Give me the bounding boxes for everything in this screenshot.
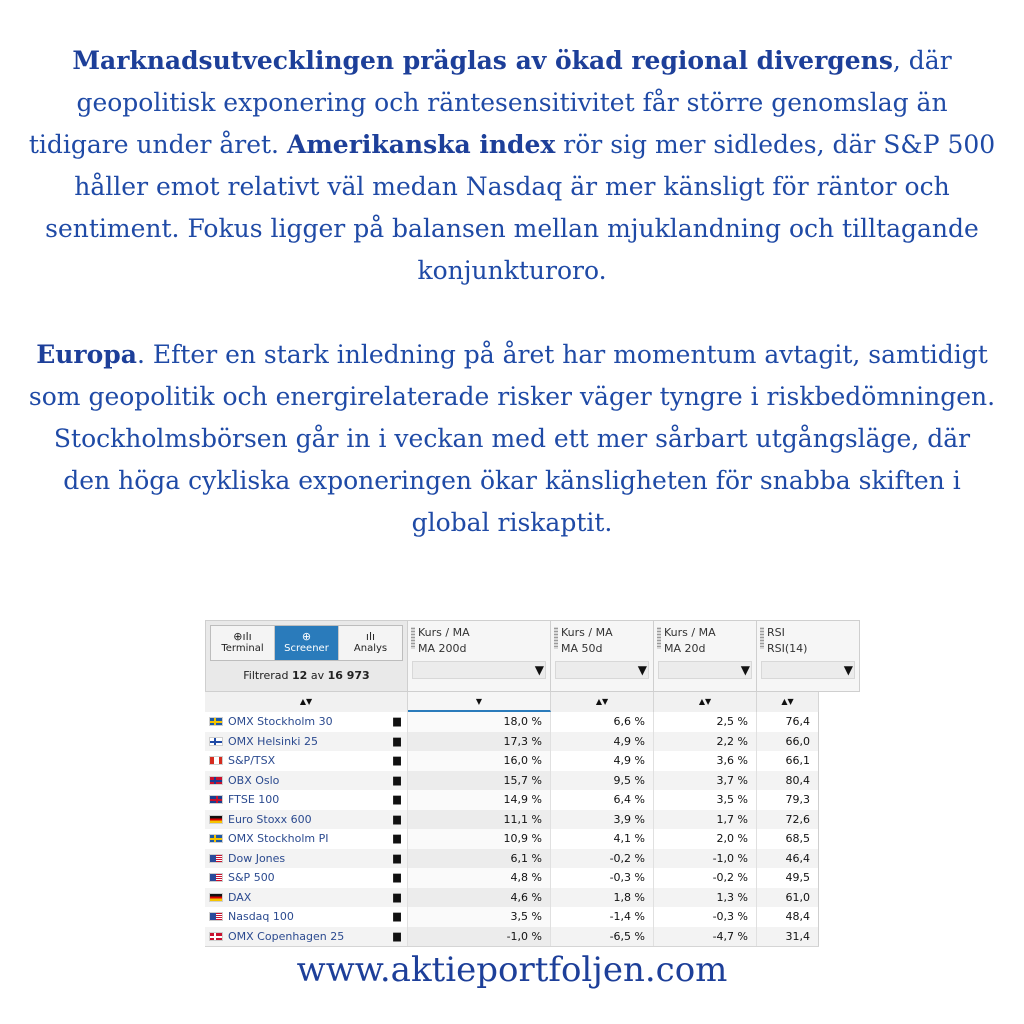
ma50-value: -6,5 %: [551, 927, 654, 947]
index-name[interactable]: S&P/TSX: [228, 754, 276, 767]
filter-total-value: 16 973: [327, 669, 370, 682]
column-filter-ma50[interactable]: [555, 661, 649, 679]
index-name[interactable]: OMX Copenhagen 25: [228, 929, 345, 943]
screener-header: [205, 620, 853, 692]
rsi-value: 68,5: [757, 829, 819, 849]
column-title-line1: Kurs / MA: [664, 626, 716, 639]
flag-icon: [209, 815, 223, 824]
column-title: [664, 625, 716, 657]
ma200-value: 10,9 %: [408, 829, 551, 849]
index-name[interactable]: DAX: [228, 890, 252, 904]
briefcase-icon[interactable]: ▆: [393, 911, 401, 922]
ma200-value: 16,0 %: [408, 751, 551, 771]
flag-icon: [209, 932, 223, 941]
briefcase-icon[interactable]: ▆: [393, 833, 401, 844]
index-name[interactable]: OBX Oslo: [228, 773, 280, 787]
globe-chart-icon: ⊕ılı: [233, 630, 252, 643]
tab-screener[interactable]: [275, 626, 339, 660]
paragraph-europe: [28, 334, 996, 544]
tab-label: Analys: [353, 643, 388, 654]
column-header-ma20[interactable]: [654, 620, 757, 692]
flag-icon: [209, 873, 223, 882]
ma50-value: 3,9 %: [551, 810, 654, 830]
index-name[interactable]: FTSE 100: [228, 793, 280, 806]
ma20-value: 2,0 %: [654, 829, 757, 849]
us-indices-bold: Amerikanska index: [286, 130, 556, 159]
index-name-cell[interactable]: [205, 732, 408, 752]
ma20-value: -4,7 %: [654, 927, 757, 947]
ma50-value: 4,9 %: [551, 732, 654, 752]
ma200-value: 17,3 %: [408, 732, 551, 752]
paragraph-markets: [28, 40, 996, 292]
column-title: [561, 625, 613, 657]
column-title-line1: Kurs / MA: [561, 626, 613, 639]
tab-label: Screener: [284, 643, 329, 654]
ma50-value: 4,1 %: [551, 829, 654, 849]
flag-icon: [209, 854, 223, 863]
table-row[interactable]: [205, 771, 819, 791]
sort-rsi-button[interactable]: ▲▼: [757, 692, 819, 712]
sort-ma50-button[interactable]: ▲▼: [551, 692, 654, 712]
briefcase-icon[interactable]: ▆: [393, 716, 401, 727]
ma50-value: 1,8 %: [551, 888, 654, 908]
index-name-cell[interactable]: [205, 829, 408, 849]
index-name-cell[interactable]: [205, 868, 408, 888]
sort-row: [205, 692, 819, 712]
column-header-ma200[interactable]: [408, 620, 551, 692]
screener-nav-panel: [205, 620, 408, 692]
table-row[interactable]: [205, 810, 819, 830]
ma20-value: 1,3 %: [654, 888, 757, 908]
index-name[interactable]: OMX Stockholm 30: [228, 715, 333, 728]
footer-url: www.aktieportfoljen.com: [296, 950, 728, 990]
ma50-value: 4,9 %: [551, 751, 654, 771]
drag-handle-icon[interactable]: [760, 627, 764, 649]
paragraph-text: rör sig mer sidledes, där S&P 500 håller emot relativt väl medan Nasdaq är mer känsligt för räntor och sentiment. Fokus ligger på balansen mellan mjuklandning och tilltagande konjunkturoro.: [45, 130, 996, 285]
flag-icon: [209, 795, 223, 804]
index-name[interactable]: Dow Jones: [228, 851, 286, 865]
index-name-cell[interactable]: [205, 849, 408, 869]
rsi-value: 49,5: [757, 868, 819, 888]
screener-table: [205, 620, 853, 951]
rsi-value: 46,4: [757, 849, 819, 869]
flag-icon: [209, 834, 223, 843]
ma20-value: -1,0 %: [654, 849, 757, 869]
sort-ma200-button[interactable]: ▼: [408, 692, 551, 712]
ma200-value: 4,8 %: [408, 868, 551, 888]
drag-handle-icon[interactable]: [657, 627, 661, 649]
table-row[interactable]: [205, 907, 819, 927]
flag-icon: [209, 776, 223, 785]
flag-icon: [209, 893, 223, 902]
paragraph-text: . Efter en stark inledning på året har momentum avtagit, samtidigt som geopolitik och energirelaterade risker väger tyngre i riskbedömningen. Stockholmsbörsen går in i veckan med ett mer sårbart utgångsläge, där den höga cykliska exponeringen ökar känsligheten för snabba skiften i global riskaptit.: [28, 340, 996, 537]
table-row[interactable]: [205, 712, 819, 732]
tab-analys[interactable]: [339, 626, 402, 660]
screener-rows: [205, 712, 819, 946]
rsi-value: 66,0: [757, 732, 819, 752]
ma20-value: 3,7 %: [654, 771, 757, 791]
tab-terminal[interactable]: [211, 626, 275, 660]
globe-icon: ⊕: [301, 630, 312, 643]
briefcase-icon[interactable]: ▆: [393, 813, 401, 825]
rsi-value: 79,3: [757, 790, 819, 810]
rsi-value: 66,1: [757, 751, 819, 771]
briefcase-icon[interactable]: ▆: [393, 872, 401, 883]
index-name-cell[interactable]: [205, 810, 408, 830]
ma50-value: -0,3 %: [551, 868, 654, 888]
column-title-line1: RSI: [767, 626, 785, 639]
rsi-value: 76,4: [757, 712, 819, 732]
ma50-value: 6,4 %: [551, 790, 654, 810]
ma50-value: -1,4 %: [551, 907, 654, 927]
flag-icon: [209, 912, 223, 921]
rsi-value: 80,4: [757, 771, 819, 791]
sort-ma20-button[interactable]: ▲▼: [654, 692, 757, 712]
lead-bold: Marknadsutvecklingen präglas av ökad regional divergens: [72, 46, 893, 75]
tab-label: Terminal: [221, 643, 264, 654]
flag-icon: [209, 756, 223, 765]
table-row[interactable]: [205, 751, 819, 771]
table-row[interactable]: [205, 829, 819, 849]
column-title: [767, 625, 807, 657]
ma200-value: 14,9 %: [408, 790, 551, 810]
index-name-cell[interactable]: [205, 751, 408, 771]
table-row[interactable]: [205, 849, 819, 869]
flag-icon: [209, 737, 223, 746]
ma200-value: 18,0 %: [408, 712, 551, 732]
filter-funnel-icon[interactable]: ▼: [843, 663, 853, 677]
rsi-value: 61,0: [757, 888, 819, 908]
flag-icon: [209, 717, 223, 726]
ma50-value: 6,6 %: [551, 712, 654, 732]
index-name[interactable]: OMX Stockholm PI: [228, 832, 329, 845]
column-title-line2: MA 200d: [418, 642, 467, 655]
ma200-value: -1,0 %: [408, 927, 551, 947]
rsi-value: 31,4: [757, 927, 819, 947]
index-name-cell[interactable]: [205, 790, 408, 810]
ma50-value: 9,5 %: [551, 771, 654, 791]
filter-count: [206, 669, 407, 682]
briefcase-icon[interactable]: ▆: [393, 930, 401, 942]
ma200-value: 4,6 %: [408, 888, 551, 908]
briefcase-icon[interactable]: ▆: [393, 852, 401, 864]
filter-prefix: Filtrerad: [243, 669, 289, 682]
column-title-line1: Kurs / MA: [418, 626, 470, 639]
filter-mid: av: [310, 669, 325, 682]
index-name-cell[interactable]: [205, 907, 408, 927]
table-row[interactable]: [205, 790, 819, 810]
column-title-line2: RSI(14): [767, 642, 808, 655]
ma200-value: 3,5 %: [408, 907, 551, 927]
rsi-value: 72,6: [757, 810, 819, 830]
index-name-cell[interactable]: [205, 712, 408, 732]
column-title-line2: MA 50d: [561, 642, 603, 655]
briefcase-icon[interactable]: ▆: [393, 794, 401, 805]
bar-chart-icon: ılı: [365, 630, 376, 643]
filter-count-value: 12: [292, 669, 308, 682]
index-name-cell[interactable]: [205, 927, 408, 947]
rsi-value: 48,4: [757, 907, 819, 927]
index-name[interactable]: Nasdaq 100: [228, 910, 294, 923]
filter-funnel-icon[interactable]: ▼: [740, 663, 750, 677]
filter-funnel-icon[interactable]: ▼: [534, 663, 544, 677]
ma20-value: 1,7 %: [654, 810, 757, 830]
column-header-ma50[interactable]: [551, 620, 654, 692]
filter-funnel-icon[interactable]: ▼: [637, 663, 647, 677]
ma20-value: 2,2 %: [654, 732, 757, 752]
table-row[interactable]: [205, 888, 819, 908]
ma20-value: 3,5 %: [654, 790, 757, 810]
index-name-cell[interactable]: [205, 888, 408, 908]
ma20-value: 2,5 %: [654, 712, 757, 732]
column-header-rsi[interactable]: [757, 620, 860, 692]
ma200-value: 11,1 %: [408, 810, 551, 830]
table-row[interactable]: [205, 868, 819, 888]
table-row[interactable]: [205, 732, 819, 752]
column-title: [418, 625, 470, 657]
ma20-value: -0,3 %: [654, 907, 757, 927]
column-title-line2: MA 20d: [664, 642, 706, 655]
paragraph-text: , där geopolitisk exponering och räntesensitivitet får större genomslag än tidigare under året.: [28, 46, 952, 159]
index-name-cell[interactable]: [205, 771, 408, 791]
column-filter-ma20[interactable]: [658, 661, 752, 679]
europe-bold: Europa: [36, 340, 137, 369]
index-name[interactable]: Euro Stoxx 600: [228, 812, 312, 826]
ma200-value: 15,7 %: [408, 771, 551, 791]
drag-handle-icon[interactable]: [554, 627, 558, 649]
index-name[interactable]: OMX Helsinki 25: [228, 734, 318, 748]
column-filter-rsi[interactable]: [761, 661, 855, 679]
table-row[interactable]: [205, 927, 819, 947]
ma200-value: 6,1 %: [408, 849, 551, 869]
article-text: [28, 40, 996, 544]
sort-name-button[interactable]: ▲▼: [205, 692, 408, 712]
ma20-value: -0,2 %: [654, 868, 757, 888]
briefcase-icon[interactable]: ▆: [393, 891, 401, 903]
briefcase-icon[interactable]: ▆: [393, 774, 401, 786]
ma50-value: -0,2 %: [551, 849, 654, 869]
briefcase-icon[interactable]: ▆: [393, 755, 401, 766]
drag-handle-icon[interactable]: [411, 627, 415, 649]
index-name[interactable]: S&P 500: [228, 871, 275, 884]
tab-bar: [210, 625, 403, 661]
briefcase-icon[interactable]: ▆: [393, 735, 401, 747]
ma20-value: 3,6 %: [654, 751, 757, 771]
column-filter-ma200[interactable]: [412, 661, 546, 679]
